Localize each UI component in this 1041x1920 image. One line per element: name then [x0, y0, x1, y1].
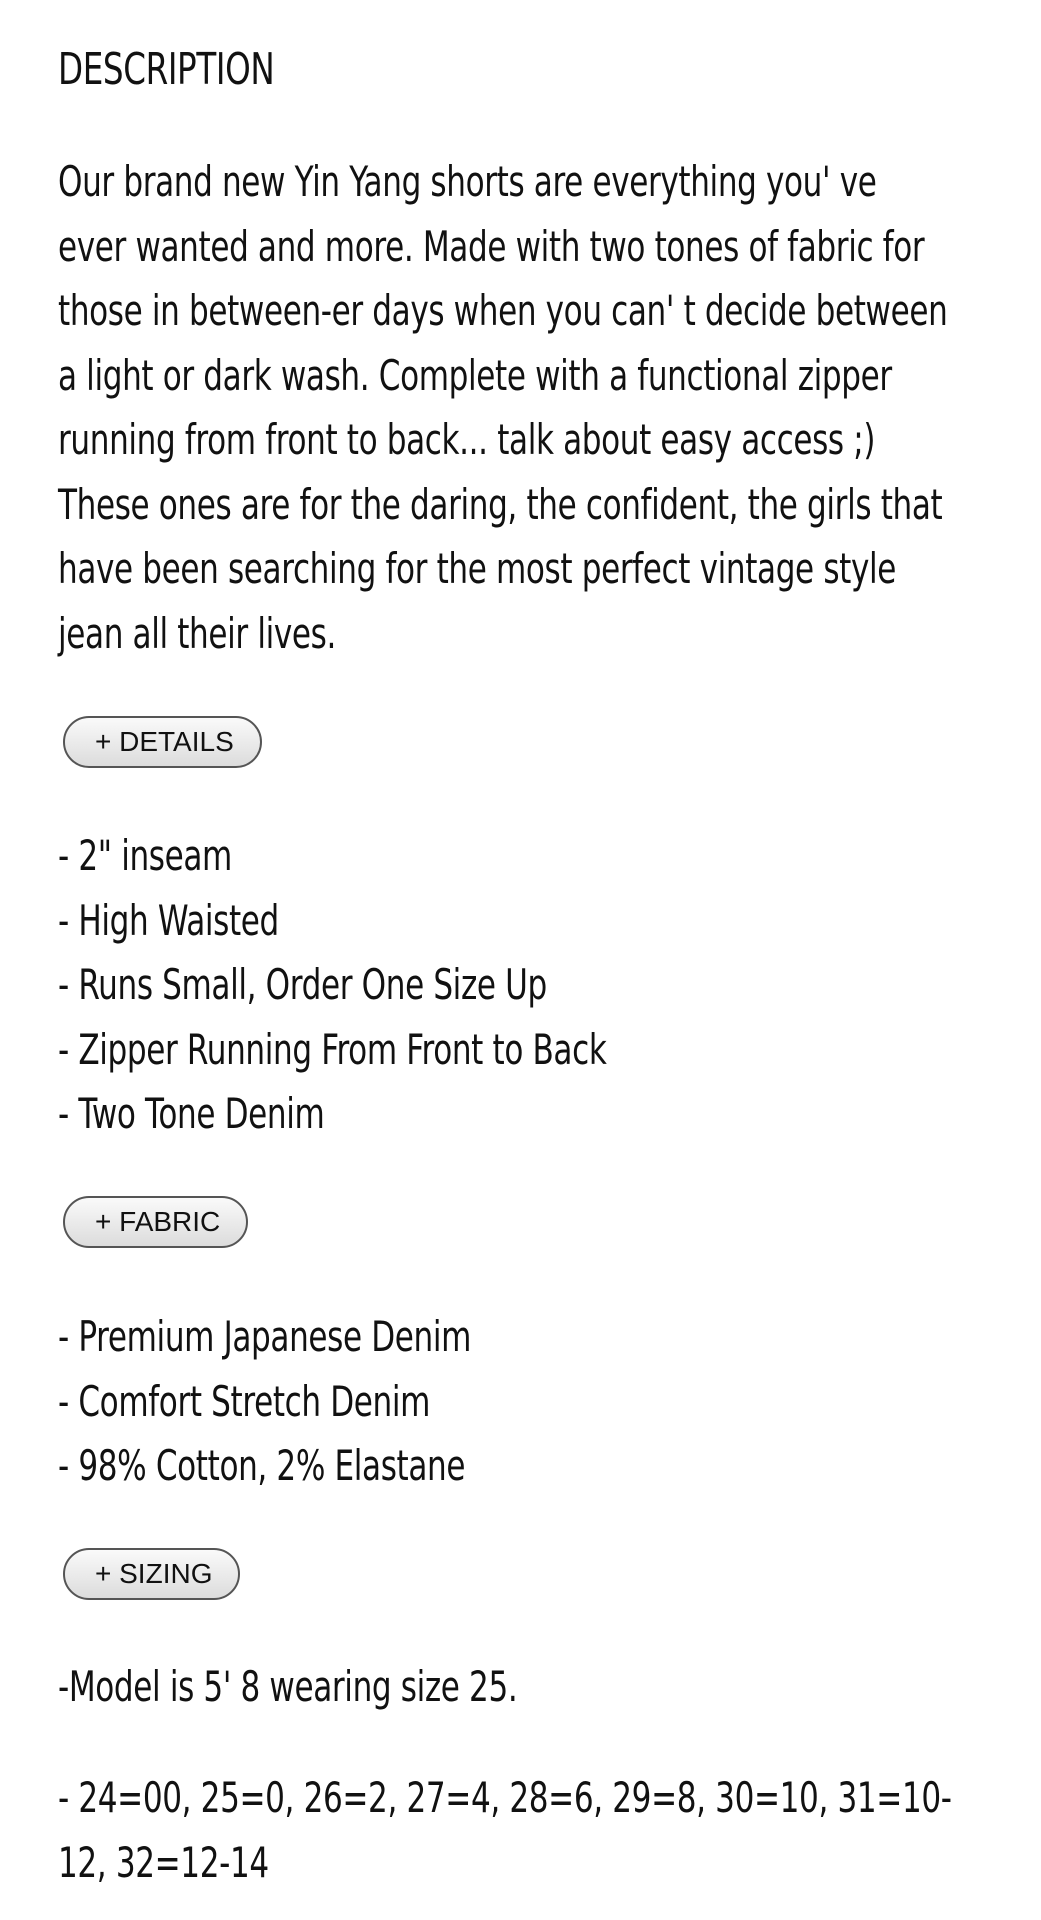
fabric-list: [58, 1305, 471, 1499]
details-list: [58, 824, 606, 1147]
list-item: - 98% Cotton, 2% Elastane: [58, 1441, 466, 1490]
list-item: - Runs Small, Order One Size Up: [58, 960, 547, 1009]
details-toggle-button[interactable]: + DETAILS: [63, 716, 262, 768]
fabric-toggle-button[interactable]: + FABRIC: [63, 1196, 248, 1248]
model-size-note: -Model is 5' 8 wearing size 25.: [58, 1662, 518, 1711]
sizing-toggle-button[interactable]: + SIZING: [63, 1548, 240, 1600]
description-text: Our brand new Yin Yang shorts are everything you' ve ever wanted and more. Made with two tones of fabric for those in between-er days when you can' t decide between a light or dark wash. Complete with a functional zipper running from front to back... talk about easy access ;) These ones are for the daring, the confident, the girls that have been searching for the most perfect vintage style jean all their lives.: [58, 157, 948, 658]
list-item: - 2" inseam: [58, 831, 232, 880]
list-item: - Comfort Stretch Denim: [58, 1376, 431, 1426]
description-heading: DESCRIPTION: [58, 44, 275, 95]
size-chart-text: - 24=00, 25=0, 26=2, 27=4, 28=6, 29=8, 30=10, 31=10-12, 32=12-14: [58, 1773, 952, 1887]
list-item: - Two Tone Denim: [58, 1089, 325, 1138]
list-item: - High Waisted: [58, 895, 279, 945]
list-item: - Zipper Running From Front to Back: [58, 1024, 607, 1074]
list-item: - Premium Japanese Denim: [58, 1312, 472, 1361]
